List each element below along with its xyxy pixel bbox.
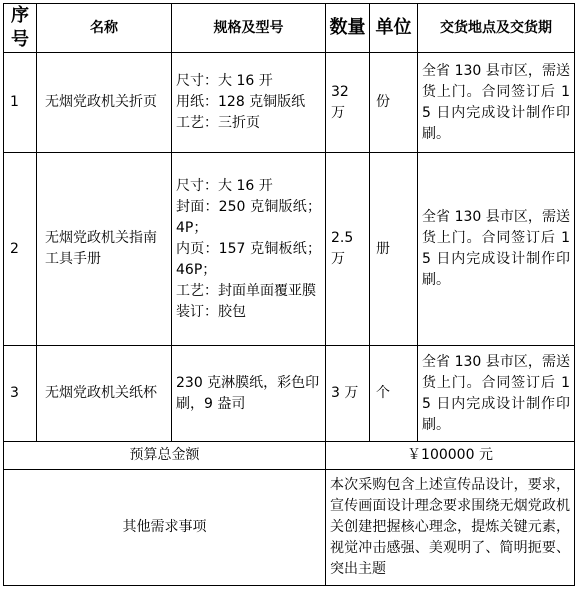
header-spec: 规格及型号 (172, 4, 326, 53)
budget-value: ￥100000 元 (326, 442, 575, 470)
header-name: 名称 (37, 4, 172, 53)
row-name: 无烟党政机关纸杯 (37, 346, 172, 442)
budget-label: 预算总金额 (4, 442, 326, 470)
row-unit: 个 (370, 346, 418, 442)
header-qty: 数量 (326, 4, 370, 53)
row-spec (172, 53, 326, 153)
row-unit: 份 (370, 53, 418, 153)
row-delivery: 全省 130 县市区，需送货上门。合同签订后 15 日内完成设计制作印刷。 (418, 153, 575, 346)
row-no: 2 (4, 153, 37, 346)
spec-line: 尺寸：大 16 开 (176, 177, 273, 194)
row-no: 1 (4, 53, 37, 153)
spec-line: 230 克淋膜纸，彩色印刷，9 盎司 (176, 374, 320, 412)
header-delivery: 交货地点及交货期 (418, 4, 575, 53)
table-header-row (4, 4, 575, 53)
row-no: 3 (4, 346, 37, 442)
header-no: 序号 (4, 4, 37, 53)
row-qty: 3 万 (326, 346, 370, 442)
table-row (4, 53, 575, 153)
budget-row (4, 442, 575, 470)
spec-line: 用纸：128 克铜版纸 (176, 94, 306, 110)
table-row (4, 153, 575, 346)
spec-line: 工艺：封面单面覆亚膜 (176, 282, 316, 299)
row-delivery: 全省 130 县市区，需送货上门。合同签订后 15 日内完成设计制作印刷。 (418, 53, 575, 153)
row-spec (172, 153, 326, 346)
spec-line: 尺寸：大 16 开 (176, 73, 273, 89)
other-label: 其他需求事项 (4, 470, 326, 586)
row-delivery: 全省 130 县市区，需送货上门。合同签订后 15 日内完成设计制作印刷。 (418, 346, 575, 442)
row-unit: 册 (370, 153, 418, 346)
procurement-table (3, 3, 575, 586)
row-name: 无烟党政机关折页 (37, 53, 172, 153)
row-qty: 32 万 (326, 53, 370, 153)
row-name: 无烟党政机关指南工具手册 (37, 153, 172, 346)
other-value: 本次采购包含上述宣传品设计，要求，宣传画面设计理念要求围绕无烟党政机关创建把握核心理念，提炼关键元素，视觉冲击感强、美观明了、简明扼要、突出主题 (326, 470, 575, 586)
header-unit: 单位 (370, 4, 418, 53)
table-row (4, 346, 575, 442)
row-qty: 2.5 万 (326, 153, 370, 346)
spec-line: 内页：157 克铜板纸；46P； (176, 240, 321, 278)
spec-line: 工艺：三折页 (176, 115, 260, 131)
spec-line: 装订：胶包 (176, 303, 246, 320)
other-requirements-row (4, 470, 575, 586)
row-spec (172, 346, 326, 442)
spec-line: 封面：250 克铜版纸；4P； (176, 198, 321, 236)
